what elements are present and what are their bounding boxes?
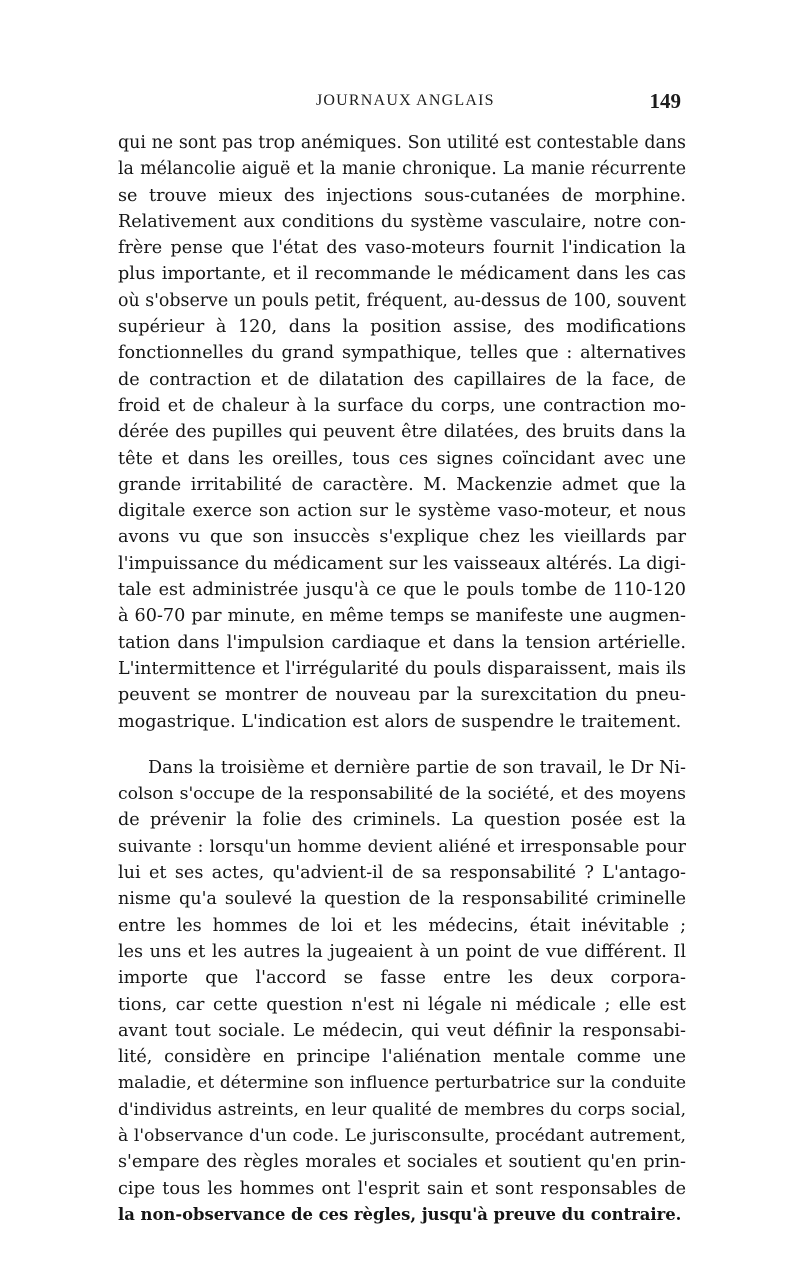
text-line: mogastrique. L'indication est alors de suspendre le traitement. [118, 711, 682, 732]
text-line: les uns et les autres la jugeaient à un point de vue différent. Il [118, 941, 686, 962]
text-line: de contraction et de dilatation des capillaires de la face, de [118, 369, 686, 390]
text-line: cipe tous les hommes ont l'esprit sain et sont responsables de [118, 1178, 686, 1199]
text-line: avons vu que son insuccès s'explique chez les vieillards par [118, 527, 686, 548]
text-line: dérée des pupilles qui peuvent être dilatées, des bruits dans la [118, 422, 686, 443]
text-line: où s'observe un pouls petit, fréquent, au-dessus de 100, souvent [118, 290, 686, 311]
text-line: s'empare des règles morales et sociales et soutient qu'en prin- [118, 1152, 686, 1173]
text-line: tête et dans les oreilles, tous ces signes coïncidant avec une [118, 448, 686, 469]
text-line: à 60-70 par minute, en même temps se manifeste une augmen- [118, 606, 686, 627]
text-line: froid et de chaleur à la surface du corps, une contraction mo- [118, 395, 686, 416]
text-line: fonctionnelles du grand sympathique, telles que : alternatives [118, 343, 686, 364]
text-line: d'individus astreints, en leur qualité de membres du corps social, [118, 1099, 686, 1120]
text-line: frère pense que l'état des vaso-moteurs fournit l'indication la [118, 238, 686, 259]
body-text [118, 130, 686, 1228]
paragraph-1 [118, 130, 686, 735]
text-line: digitale exerce son action sur le système vaso-moteur, et nous [118, 501, 686, 522]
text-line: grande irritabilité de caractère. M. Mackenzie admet que la [118, 474, 686, 495]
running-header [120, 89, 685, 118]
running-title: JOURNAUX ANGLAIS [316, 92, 495, 109]
text-line: tale est administrée jusqu'à ce que le pouls tombe de 110-120 [118, 580, 686, 601]
text-line: Dans la troisième et dernière partie de son travail, le Dr Ni- [148, 757, 686, 778]
text-line: nisme qu'a soulevé la question de la responsabilité criminelle [118, 889, 686, 910]
text-line: supérieur à 120, dans la position assise, des modifications [118, 317, 686, 338]
text-line: colson s'occupe de la responsabilité de la société, et des moyens [118, 784, 686, 805]
text-line: avant tout sociale. Le médecin, qui veut définir la responsabi- [118, 1020, 686, 1041]
paragraph-2 [118, 755, 686, 1228]
text-line: lité, considère en principe l'aliénation mentale comme une [118, 1047, 686, 1068]
page-number: 149 [649, 89, 681, 113]
text-line: de prévenir la folie des criminels. La question posée est la [118, 810, 686, 831]
text-line: entre les hommes de loi et les médecins, était inévitable ; [118, 915, 686, 936]
text-line: l'impuissance du médicament sur les vaisseaux altérés. La digi- [118, 553, 686, 574]
text-line: importe que l'accord se fasse entre les deux corpora- [118, 968, 686, 989]
text-line: la non-observance de ces règles, jusqu'à preuve du contraire. [118, 1204, 682, 1224]
text-line: tions, car cette question n'est ni légale ni médicale ; elle est [118, 994, 686, 1015]
text-line: Relativement aux conditions du système vasculaire, notre con- [118, 211, 686, 232]
text-line: tation dans l'impulsion cardiaque et dans la tension artérielle. [118, 632, 686, 653]
text-line: la mélancolie aiguë et la manie chronique. La manie récurrente [118, 159, 686, 180]
text-line: plus importante, et il recommande le médicament dans les cas [118, 264, 686, 285]
text-line: L'intermittence et l'irrégularité du pouls disparaissent, mais ils [118, 658, 686, 679]
text-line: peuvent se montrer de nouveau par la surexcitation du pneu- [118, 685, 686, 706]
text-line: qui ne sont pas trop anémiques. Son utilité est contestable dans [118, 133, 686, 153]
text-line: maladie, et détermine son influence perturbatrice sur la conduite [118, 1073, 686, 1094]
text-line: suivante : lorsqu'un homme devient aliéné et irresponsable pour [118, 836, 686, 857]
text-line: à l'observance d'un code. Le jurisconsulte, procédant autrement, [118, 1125, 686, 1146]
text-line: se trouve mieux des injections sous-cutanées de morphine. [118, 185, 686, 206]
text-line: lui et ses actes, qu'advient-il de sa responsabilité ? L'antago- [118, 863, 686, 884]
